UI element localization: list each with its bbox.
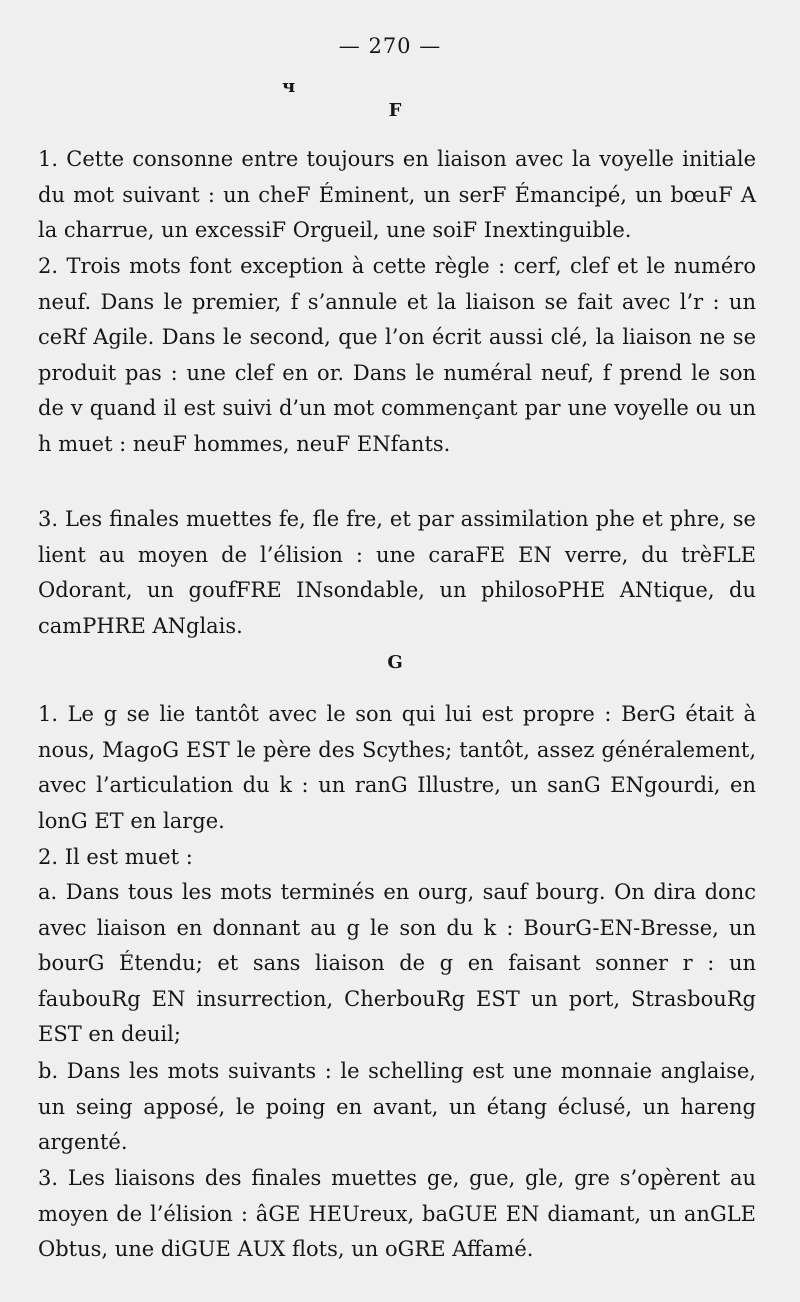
paragraph: a. Dans tous les mots terminés en ourg, sauf bourg. On dira donc avec liaison en donnant au g le son du k : BourG-EN-Bresse, un bourG Étendu; et sans liaison de g en faisant sonner r : un faubouRg EN insurrection, CherbouRg EST un port, StrasbouRg EST en deuil; bbox=[38, 880, 756, 1046]
section-heading-g: G bbox=[387, 652, 403, 673]
page-number: — 270 — bbox=[338, 34, 442, 58]
paragraph: 1. Le g se lie tantôt avec le son qui lui est propre : BerG était à nous, MagoG EST le père des Scythes; tantôt, assez généralement, avec l’articulation du k : un ranG Illustre, un sanG ENgourdi, en lonG ET en large. bbox=[38, 702, 756, 833]
paragraph: 1. Cette consonne entre toujours en liaison avec la voyelle initiale du mot suivant : un cheF Éminent, un serF Émancipé, un bœuF A la charrue, un excessiF Orgueil, une soiF Inextinguible. bbox=[38, 147, 756, 242]
section-heading-f: F bbox=[388, 100, 402, 121]
paragraph: 2. Il est muet : bbox=[38, 845, 193, 869]
paragraph: 3. Les finales muettes fe, fle fre, et par assimilation phe et phre, se lient au moyen de l’élision : une caraFE EN verre, du trèFLE Odorant, un goufFRE INsondable, un philosoPHE ANtique, du camPHRE ANglais. bbox=[38, 507, 756, 638]
paragraph: 3. Les liaisons des finales muettes ge, gue, gle, gre s’opèrent au moyen de l’élision : âGE HEUreux, baGUE EN diamant, un anGLE Obtus, une diGUE AUX flots, un oGRE Affamé. bbox=[38, 1166, 756, 1261]
paragraph: 2. Trois mots font exception à cette règle : cerf, clef et le numéro neuf. Dans le premier, f s’annule et la liaison se fait avec l’r : un ceRf Agile. Dans le second, que l’on écrit aussi clé, la liaison ne se produit pas : une clef en or. Dans le numéral neuf, f prend le son de v quand il est suivi d’un mot commençant par une voyelle ou un h muet : neuF hommes, neuF ENfants. bbox=[38, 254, 756, 456]
stray-mark: ч bbox=[282, 76, 296, 97]
paragraph: b. Dans les mots suivants : le schelling est une monnaie anglaise, un seing apposé, le poing en avant, un étang éclusé, un hareng argenté. bbox=[38, 1059, 756, 1154]
